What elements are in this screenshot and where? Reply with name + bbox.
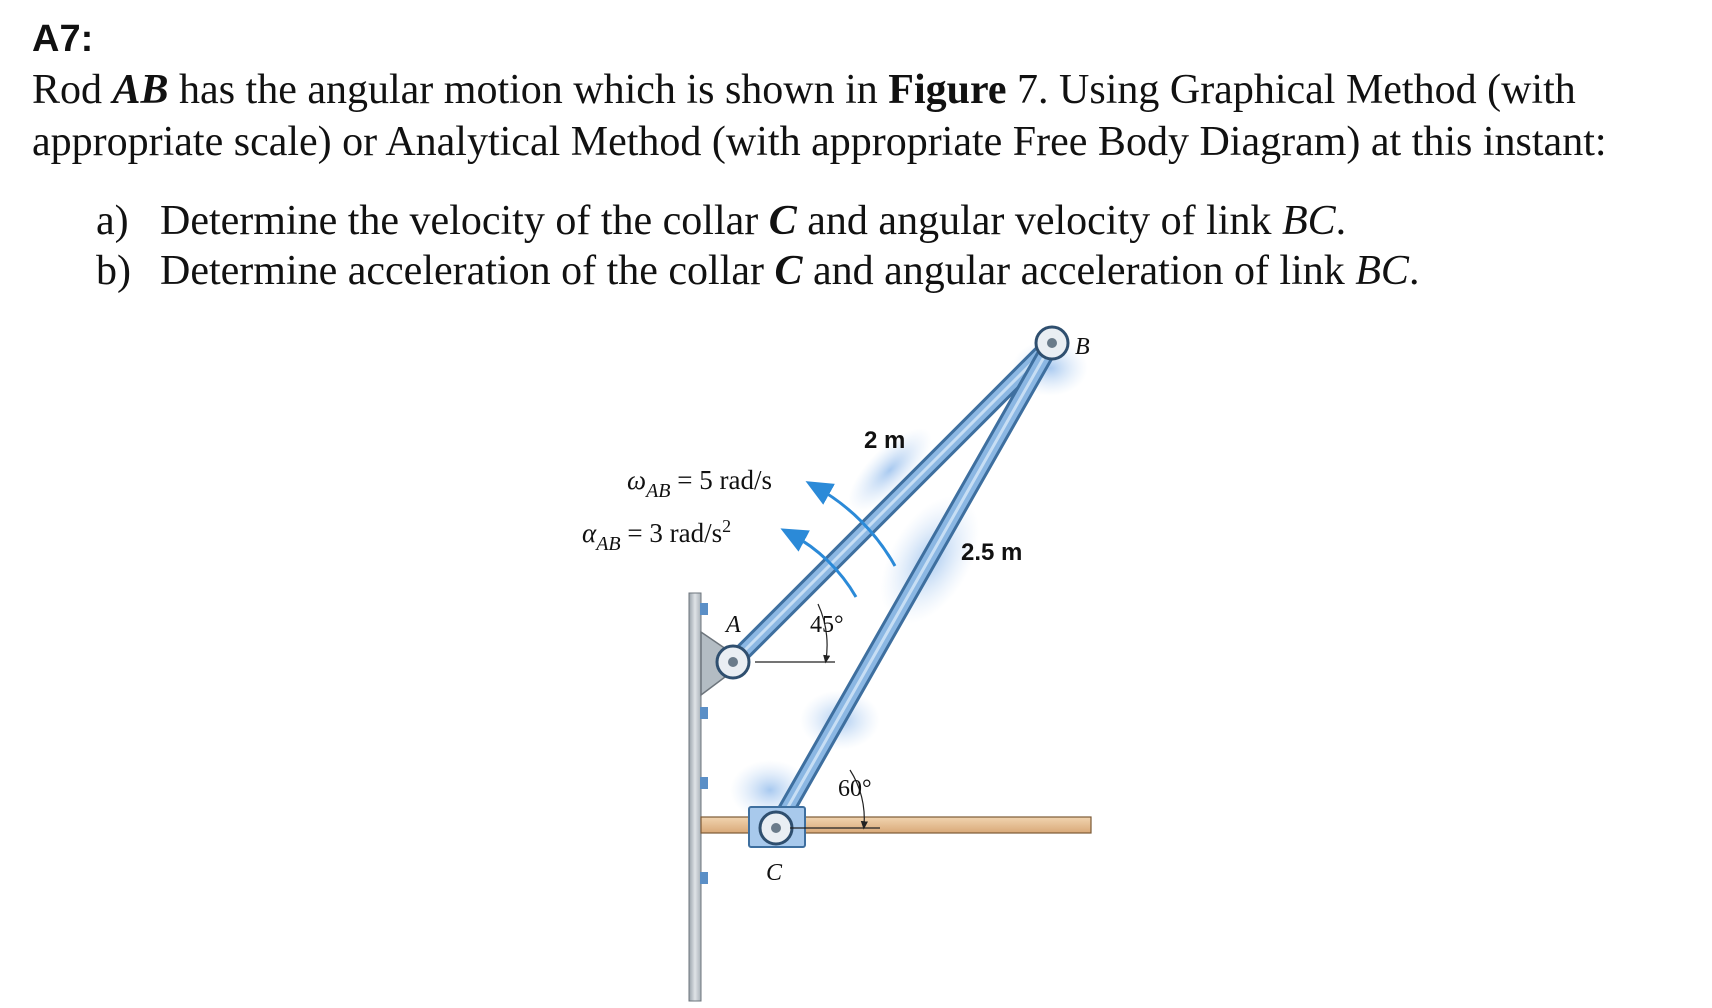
alpha-label: $\alpha_{AB} = 3$ rad/$s^2$	[582, 516, 732, 555]
task-list	[96, 196, 1676, 296]
statement-text: has the angular motion which is shown in	[168, 67, 889, 113]
point-b-label: B	[1075, 334, 1090, 360]
mechanism-figure	[0, 300, 1712, 1008]
task-item-a	[96, 196, 1676, 246]
rod-label: AB	[112, 67, 169, 113]
statement-text: Rod	[32, 67, 113, 113]
statement-text: 7. Using Graphical Method (with appropriate scale) or Analytical Method (with appropriate Free Body Diagram) at this instant:	[32, 67, 1607, 165]
omega-label: $\omega_{AB} = 5$ rad/s	[627, 465, 772, 502]
task-label: b)	[96, 248, 131, 294]
joint-a	[717, 646, 749, 678]
bolt-icon	[700, 603, 708, 615]
angle-ab-label: 45°	[810, 612, 844, 638]
task-item-b	[96, 246, 1676, 296]
task-label: a)	[96, 198, 129, 244]
angle-bc-label: 60°	[838, 776, 872, 802]
joint-b	[1036, 327, 1068, 359]
problem-heading: A7:	[32, 18, 94, 60]
link-label: BC	[1355, 248, 1409, 294]
collar-label: C	[774, 248, 803, 294]
bolt-icon	[700, 777, 708, 789]
collar-label: C	[768, 198, 797, 244]
figure-ref: Figure	[888, 67, 1007, 113]
link-label: BC	[1281, 198, 1336, 244]
point-a-label: A	[726, 612, 741, 638]
length-bc-label: 2.5 m	[961, 539, 1023, 566]
point-c-label: C	[766, 860, 783, 886]
bolt-icon	[700, 872, 708, 884]
joint-c	[760, 812, 792, 844]
task-text: Determine acceleration of the collar C and angular acceleration of link BC.	[160, 248, 1420, 294]
bolt-icon	[700, 707, 708, 719]
length-ab-label: 2 m	[864, 427, 906, 454]
task-text: Determine the velocity of the collar C and angular velocity of link BC.	[160, 198, 1347, 244]
problem-statement	[32, 64, 1692, 168]
